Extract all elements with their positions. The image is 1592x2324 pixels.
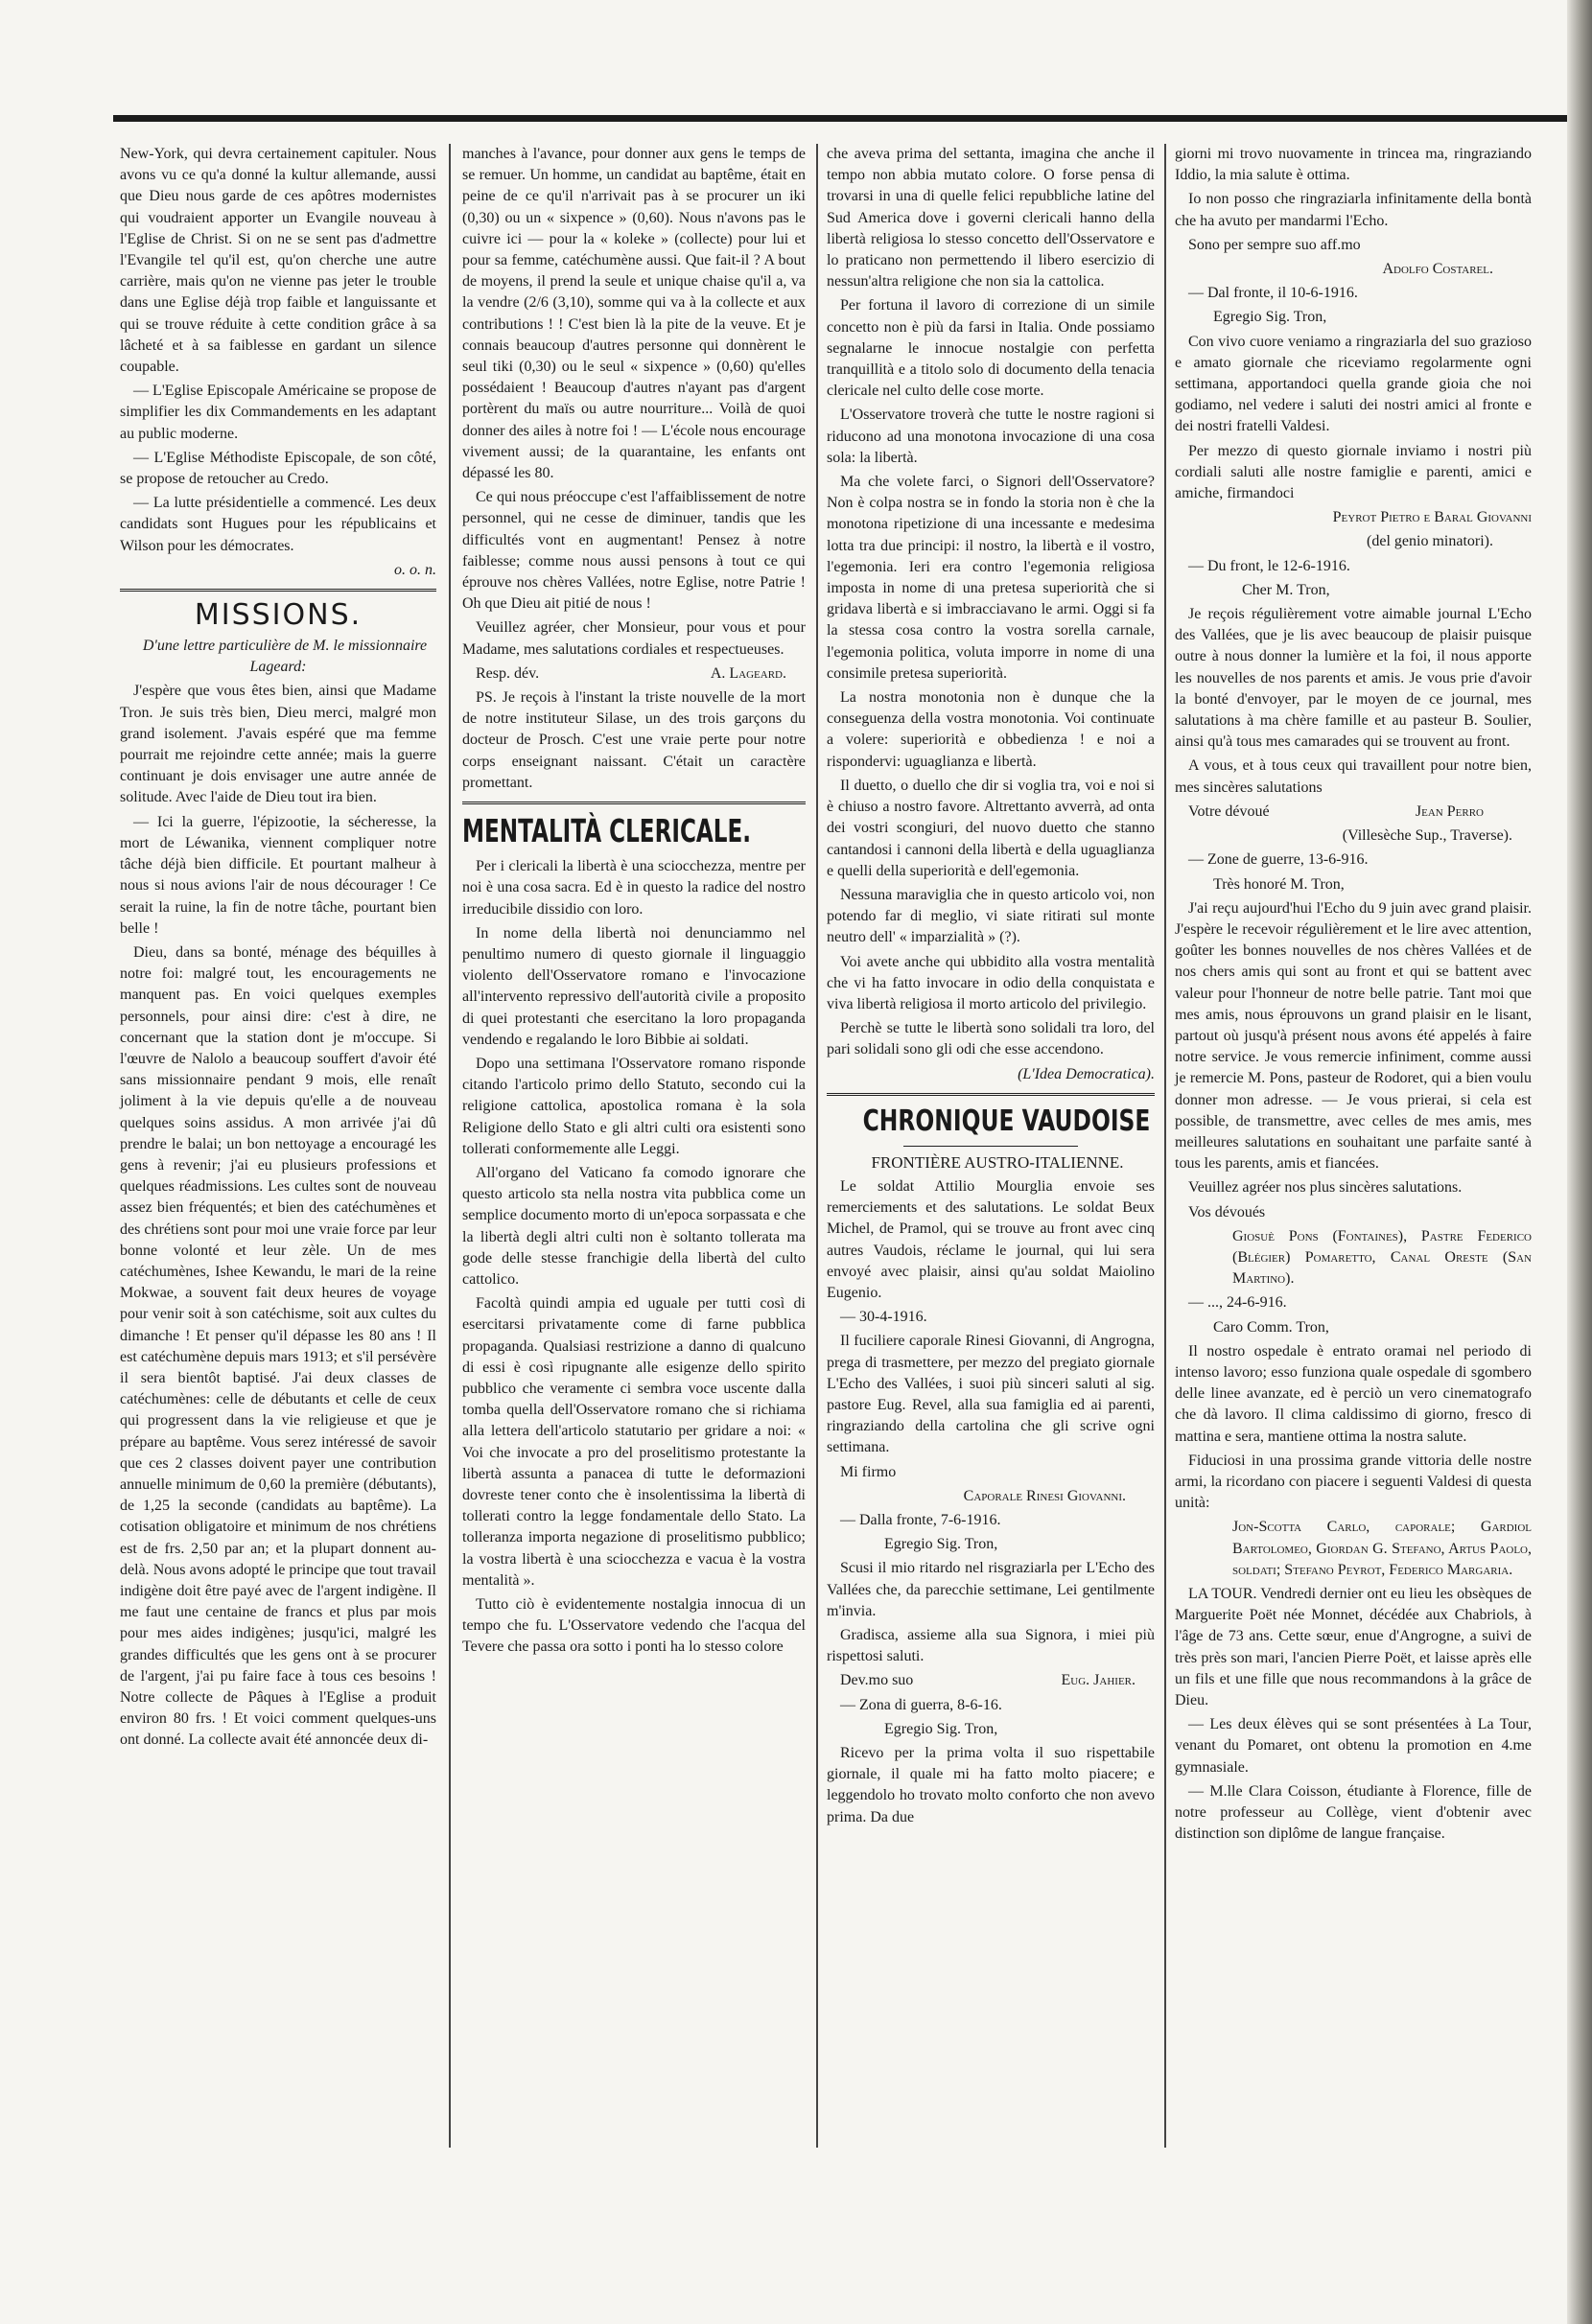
signature-name: A. Lageard. <box>710 664 786 682</box>
paragraph: Ricevo per la prima volta il suo rispettabile giornale, il quale mi ha fatto molto piacere; e leggendolo ho trovato molto conforto che non avevo prima. Da due <box>827 1745 1155 1825</box>
postscript: PS. Je reçois à l'instant la triste nouvelle de la mort de notre instituteur Silase, un des trois garçons du docteur de Prosch. C'est une vraie perte pour notre corps enseignant naissant. C'était un caractère promettant. <box>462 689 806 791</box>
paragraph: Per i clericali la libertà è una sciocchezza, mentre per noi è una cosa sacra. Ed è in questo la radice del nostro irreducibile dissidio con loro. <box>462 858 806 918</box>
paragraph: — L'Eglise Episcopale Américaine se propose de simplifier les dix Commandements en les adaptant au public moderne. <box>120 383 436 442</box>
column-3 <box>827 144 1155 1831</box>
paragraph: Nessuna maraviglia che in questo articolo voi, non potendo far di meglio, vi siate ritirati sul monte neutro dell' « imparzialità » (?). <box>827 886 1155 946</box>
paragraph: Le soldat Attilio Mourglia envoie ses remerciements et des salutations. Le soldat Beux Michel, de Pramol, qui se trouve au front avec cinq autres Vaudois, réclame le journal, qui lui sera envoyé avec plaisir, ainsi qu'au soldat Maiolino Eugenio. <box>827 1177 1155 1301</box>
letter-greeting: Egregio Sig. Tron, <box>884 1720 998 1737</box>
paragraph: Dopo una settimana l'Osservatore romano risponde citando l'articolo primo dello Statuto, secondo cui la religione cattolica, apostolica romana è la sola Religione dello Stato e gli altri culti ora esistenti sono tollerati conformemente alle Leggi. <box>462 1055 806 1157</box>
letter-signature <box>1175 802 1532 823</box>
signature-name: Eug. Jahier. <box>1061 1672 1135 1689</box>
letter-greeting: Cher M. Tron, <box>1242 581 1330 598</box>
paragraph: — Ici la guerre, l'épizootie, la sécheresse, la mort de Léwanika, viennent compliquer notre tâche déjà bien difficile. Et pourtant malheur à nous si nous avions l'air de nous décourager ! Ce serait la ruine, la fin de notre tâche, pourtant bien belle ! <box>120 813 436 937</box>
paragraph: All'organo del Vaticano fa comodo ignorare che questo articolo sta nella nostra vita pubblica come un semplice documento morto di un'epoca sorpassata e che la libertà degli altri culti non è soltanto tollerata ma gode delle stesse franchigie della libertà del culto cattolico. <box>462 1164 806 1288</box>
letter-greeting: Très honoré M. Tron, <box>1213 875 1345 893</box>
letter-close: Vos dévoués <box>1188 1203 1266 1220</box>
missions-heading: MISSIONS. <box>194 598 363 633</box>
paragraph: — La lutte présidentielle a commencé. Les deux candidats sont Hugues pour les républicains et Wilson pour les démocrates. <box>120 495 436 554</box>
paragraph: Tutto ciò è evidentemente nostalgia innocua di un tempo che fu. L'Osservatore vedendo che l'acqua del Tevere che passa ora sotto i ponti ha lo stesso colore <box>462 1596 806 1656</box>
paragraph: Il nostro ospedale è entrato oramai nel periodo di intenso lavoro; esso funziona quale ospedale di sgombero delle linee avanzate, ed è perciò un vero cinematografo che dà lavoro. Il clima caldissimo di giorno, fresco di mattina e sera, mantiene ottima la nostra salute. <box>1175 1342 1532 1445</box>
top-rule <box>113 115 1571 122</box>
paragraph: Dieu, dans sa bonté, ménage des béquilles à notre foi: malgré tout, les encouragements ne manquent pas. En voici quelques exemples personnels, pour ainsi dire: c'est à dire, ne concernant que la station dont je m'occupe. Si l'œuvre de Nalolo a beaucoup souffert d'avoir été sans missionnaire pendant 9 mois, elle renaît joliment à la vie depuis qu'elle a de nouveau quelques soins assidus. A mon arrivée j'ai dû prendre le balai; un bon nettoyage a encouragé les gens à revenir; j'ai eu plusieurs professions et quelques réadmissions. Les cultes sont de nouveau assez bien fréquentés; et bien des catéchumènes et des chrétiens sont pour moi une vraie force par leur bonne volonté et leur zèle. Un de mes catéchumènes, Ishee Kewandu, le mari de la reine Mokwae, a souvent fait deux heures de voyage pour venir soit à son catéchisme, soit aux cultes du dimanche ! Et penser qu'il dépasse les 80 ans ! Il est catéchumène depuis mars 1913; et s'il persévère il sera bientôt baptisé. J'ai deux classes de catéchumènes: celle de débutants et celle de ceux qui progressent dans la vie religieuse et que je prépare au baptême. Vous serez intéressé de savoir que ces 2 classes doivent payer une contribution annuelle minimum de 0,60 la première (débutants), de 1,25 la seconde (candidats au baptême). La cotisation obligatoire et minimum de nos chrétiens est de frs. 2,50 par an; et la plupart donnent au-delà. Nous avons adopté le principe que tout travail indigène doit être payé avec de l'argent indigène. Il me faut une centaine de francs et plus par mois pour mes aides indigènes; jusqu'ici, malgré les grandes difficultés que les gens ont à se procurer de l'argent, j'ai pu faire face à tous ces besoins ! Notre collecte de Pâques à l'Eglise a produit environ 80 frs. ! Et voici comment quelques-uns ont donné. La collecte avait été annoncée deux di- <box>120 943 436 1749</box>
heading-underline <box>903 1146 1078 1147</box>
column-1 <box>120 144 436 1755</box>
paragraph: — L'Eglise Méthodiste Episcopale, de son côté, se propose de retoucher au Credo. <box>120 449 436 488</box>
letter-date: — Zone de guerre, 13-6-916. <box>1188 851 1369 869</box>
paragraph: A vous, et à tous ceux qui travaillent pour notre bien, mes sincères salutations <box>1175 757 1532 796</box>
signature-prefix: Resp. dév. <box>476 664 540 682</box>
signature-prefix: Dev.mo suo <box>840 1672 914 1689</box>
column-divider-3 <box>1164 144 1166 2148</box>
signature-name: Jean Perro <box>1415 802 1484 820</box>
paragraph: La nostra monotonia non è dunque che la conseguenza della vostra monotonia. Voi continuate a volere: superiorità e obbedienza ! e noi a rispondervi: uguaglianza e libertà. <box>827 689 1155 770</box>
letter-date: — Du front, le 12-6-1916. <box>1188 557 1350 574</box>
paragraph: — M.lle Clara Coisson, étudiante à Florence, fille de notre professeur au Collège, vient d'obtenir avec distinction son diplôme de langue française. <box>1175 1782 1532 1843</box>
section-divider <box>827 1093 1155 1096</box>
page-edge-shadow <box>1567 0 1592 2324</box>
letter-signers: Giosuè Pons (Fontaines), Pastre Federico (Blégier) Pomaretto, Canal Oreste (San Martino). <box>1232 1227 1532 1288</box>
letter-signature-note: (del genio minatori). <box>1367 533 1493 550</box>
paragraph: Voi avete anche qui ubbidito alla vostra mentalità che vi ha fatto invocare in odio della conquistata e viva libertà religiosa il morto articolo del privilegio. <box>827 953 1155 1012</box>
letter-signature <box>827 1670 1155 1691</box>
letter-date: — Zona di guerra, 8-6-16. <box>840 1696 1002 1713</box>
paragraph: Sono per sempre suo aff.mo <box>1188 236 1361 253</box>
paragraph: Perchè se tutte le libertà sono solidali tra loro, del pari solidali sono gli odi che esse accendono. <box>827 1020 1155 1058</box>
paragraph: Ce qui nous préoccupe c'est l'affaiblissement de notre personnel, qui ne cesse de diminuer, tandis que les difficultés vont en augmentant! Pensez à notre faiblesse; comme nous aussi pensons à tout ce qui éprouve nos chères Vallées, notre Eglise, notre Patrie ! Oh que Dieu ait pitié de nous ! <box>462 489 806 613</box>
article-source: (L'Idea Democratica). <box>1018 1065 1155 1082</box>
paragraph: Ma che volete farci, o Signori dell'Osservatore? Non è colpa nostra se in fondo la storia non è che la monotona ripetizione di una incessante e medesima lotta tra due principi: il nostro, la libertà e il vostro, l'egemonia. Ieri era contro l'egemonia religiosa imposta in nome di una pretesa superiorità che si gridava libertà e si imbracciavano le armi. Oggi si fa la stessa cosa contro la vostra sorella carnale, l'egemonia politica, voluta imporre in nome di una consimile pretesa superiorità. <box>827 474 1155 682</box>
paragraph: L'Osservatore troverà che tutte le nostre ragioni si riducono ad una monotona invocazione di una cosa sola: la libertà. <box>827 407 1155 466</box>
letter-date: — Dal fronte, il 10-6-1916. <box>1188 285 1358 302</box>
paragraph: Il fuciliere caporale Rinesi Giovanni, di Angrogna, prega di trasmettere, per mezzo del pregiato giornale L'Echo des Vallées, i suoi più sinceri saluti al sig. pastore Eug. Revel, alla sua famiglia ed ai parenti, ringraziando della cartolina che gli scrive ogni settimana. <box>827 1333 1155 1456</box>
column-2 <box>462 144 806 1662</box>
chronique-heading: CHRONIQUE VAUDOISE <box>862 1104 1151 1138</box>
missions-signature <box>462 663 806 685</box>
paragraph: J'espère que vous êtes bien, ainsi que Madame Tron. Je suis très bien, Dieu merci, malgré mon grand isolement. J'avais espéré que ma femme pourrait me rejoindre cette année; mais la guerre continuant je dois envisager une autre année de solitude. Avec l'aide de Dieu tout ira bien. <box>120 683 436 806</box>
paragraph: giorni mi trovo nuovamente in trincea ma, ringraziando Iddio, la mia salute è ottima. <box>1175 146 1532 184</box>
paragraph: Il duetto, o duello che dir si voglia tra, voi e noi si è chiuso a nostro favore. Altrettanto avverrà, ad onta dei vostri scongiuri, del nuovo duetto che stanno cantandosi i cannoni della libertà e della uguaglianza e quelli della superiorità e dell'egemonia. <box>827 777 1155 879</box>
paragraph: Scusi il mio ritardo nel risgraziarla per L'Echo des Vallées che, da parecchie settimane, Lei gentilmente m'invia. <box>827 1560 1155 1619</box>
mentalita-heading: MENTALITÀ CLERICALE. <box>462 812 752 850</box>
paragraph: manches à l'avance, pour donner aux gens le temps de se remuer. Un homme, un candidat au baptême, était en peine de ce qu'il n'arrivait pas à se procurer un iki (0,30) ou un « sixpence » (0,60). Nous n'avons pas le cuivre ici — pour la « koleke » (collecte) pour lui et pour sa femme, catéchumène aussi. Que fait-il ? A bout de moyens, il prend la seule et unique chaise qu'il a, va la vendre (2/6 (3,10), somme qui va à la collecte et aux contributions ! ! C'est bien là la pite de la veuve. Et je connais beaucoup d'autres personne qui donnèrent le seul tiki (0,30) ou le seul « sixpence » (0,60) qu'elles possédaient ! Beaucoup d'autres n'ayant pas d'argent portèrent du maïs ou autre nourriture... Voilà de quoi donner des ailes à notre foi ! — L'école nous encourage vivement aussi; de la quarantaine, les enfants ont dépassé les 80. <box>462 146 806 482</box>
letter-signature-note: (Villesèche Sup., Traverse). <box>1342 827 1512 845</box>
section-divider <box>462 802 806 804</box>
paragraph: Io non posso che ringraziarla infinitamente della bontà che ha avuto per mandarmi l'Echo. <box>1175 191 1532 229</box>
intro-paragraphs <box>120 144 436 557</box>
paragraph: Per mezzo di questo giornale inviamo i nostri più cordiali saluti alle nostre famiglie e parenti, amici e amiche, firmandoci <box>1175 442 1532 502</box>
letter-date: — 30-4-1916. <box>840 1309 927 1326</box>
letter-greeting: Egregio Sig. Tron, <box>884 1536 998 1553</box>
paragraph: — Les deux élèves qui se sont présentées à La Tour, venant du Pomaret, ont obtenu la promotion en 4.me gymnasiale. <box>1175 1716 1532 1776</box>
letter-greeting: Caro Comm. Tron, <box>1213 1318 1329 1336</box>
letter-signature: Adolfo Costarel. <box>1382 261 1493 278</box>
letter-greeting: Egregio Sig. Tron, <box>1213 309 1327 326</box>
paragraph: J'ai reçu aujourd'hui l'Echo du 9 juin avec grand plaisir. J'espère le recevoir régulièrement et le lire avec attention, goûter les bonnes nouvelles de nos chères Vallées et de nos chers amis qui sont au front et qui se battent avec valeur pour l'honneur de notre belle patrie. Tant moi que mes amis, nous éprouvons un grand plaisir en le lisant, partout où jusqu'à présent nous avons été appelés à faire notre service. Je vous remercie infiniment, comme aussi je remercie M. Pons, pasteur de Rodoret, qui a bien voulu donner mon adresse. — Je vous prierai, si cela est possible, de transmettre, avec celles de mes amis, mes meilleures salutations en souhaitant une parfaite santé à tous les parents, amis et fiancées. <box>1175 899 1532 1173</box>
chronique-subtitle: FRONTIÈRE AUSTRO-ITALIENNE. <box>871 1152 1124 1172</box>
paragraph: Con vivo cuore veniamo a ringraziarla del suo grazioso e amato giornale che riceviamo regolarmente ogni settimana, apportandoci quella grande gioia che noi godiamo, nel vedere i saluti dei nostri amici al fronte e dei nostri fratelli Valdesi. <box>1175 333 1532 435</box>
letter-close: Mi firmo <box>840 1463 897 1480</box>
paragraph: che aveva prima del settanta, imagina che anche il tempo non abbia mutato colore. O forse pensa di trovarsi in una di quelle felici repubbliche latine del Sud America dove i governi clericali hanno della libertà religiosa lo stesso concetto dell'Osservatore e lo praticano non permettendo il libero esercizio di nessun'altra religione che non sia la cattolica. <box>827 146 1155 290</box>
intro-signature: o. o. n. <box>394 561 436 578</box>
paragraph: Gradisca, assieme alla sua Signora, i miei più rispettosi saluti. <box>827 1627 1155 1665</box>
paragraph: LA TOUR. Vendredi dernier ont eu lieu les obsèques de Marguerite Poët née Monnet, décédée aux Chabriols, à l'âge de 73 ans. Cette sœur, enue d'Angrogne, a suivi de très près son mari, l'ancien Pierre Poët, et laisse après elle un fils et une fille que nous recommandons à la grâce de Dieu. <box>1175 1586 1532 1709</box>
letter-signers: Jon-Scotta Carlo, caporale; Gardiol Bartolomeo, Giordan G. Stefano, Artus Paolo, soldati; Stefano Peyrot, Federico Margaria. <box>1232 1519 1532 1578</box>
letter-signature: Caporale Rinesi Giovanni. <box>963 1487 1126 1504</box>
letter-signature: Peyrot Pietro e Baral Giovanni <box>1332 509 1532 526</box>
letter-date: — Dalla fronte, 7-6-1916. <box>840 1511 1001 1528</box>
column-divider-2 <box>816 144 818 2148</box>
paragraph: Je reçois régulièrement votre aimable journal L'Echo des Vallées, que je lis avec beaucoup de plaisir puisque outre à nous donner la lumière et la foi, il nous apporte les nouvelles de nos parents et amis. Je vous prie d'avoir la bonté d'envoyer, par le moyen de ce journal, mes salutations à ma chère famille et au pasteur B. Soulier, ainsi qu'à tous mes camarades qui se trouvent au front. <box>1175 606 1532 751</box>
column-divider-1 <box>449 144 451 2148</box>
section-divider <box>120 589 436 592</box>
paragraph: Veuillez agréer, cher Monsieur, pour vous et pour Madame, mes salutations cordiales et respectueuses. <box>462 619 806 658</box>
paragraph: Facoltà quindi ampia ed uguale per tutti così di esercitarsi privatamente come di farne pubblica propaganda. Qualsiasi restrizione a danno di qualcuno di essi è così ripugnante alle esigenze dello spirito pubblico che veramente ci sembra voce uscente dalla tomba quella dell'Osservatore romano che si richiama alla lettera dell'articolo statutario per gridare a noi: « Voi che invocate a pro del proselitismo protestante la libertà assunta a panacea di tutte le deformazioni dovreste tener conto che è insolentissima la libertà di tollerati contro la legge fondamentale dello Stato. La tolleranza importa negazione di proselitismo pubblico; la vostra libertà è una sciocchezza e vacua è la vostra mentalità ». <box>462 1295 806 1589</box>
paragraph: Veuillez agréer nos plus sincères salutations. <box>1188 1179 1463 1197</box>
paragraph: Fiduciosi in una prossima grande vittoria delle nostre armi, la ricordano con piacere i seguenti Valdesi di questa unità: <box>1175 1452 1532 1512</box>
paragraph: In nome della libertà noi denunciammo nel penultimo numero di questo giornale il linguaggio violento dell'Osservatore romano e l'invocazione all'intervento repressivo dell'autorità civile a proposito di quei protestanti che esercitano la loro propaganda vendendo e regalando le loro Bibbie ai soldati. <box>462 924 806 1048</box>
paragraph: New-York, qui devra certainement capituler. Nous avons vu ce qu'a donné la kultur allemande, aussi que Dieu nous garde de ces apôtres modernistes qui voudraient apporter un Evangile nouveau à l'Eglise de Christ. Si on ne se sent pas d'admettre l'Evangile tel qu'il est, qu'on cherche une autre carrière, mais qu'on ne vienne pas jeter le trouble dans une Eglise déjà trop faible et languissante et qui se trouve réduite à cette condition grâce à sa lâcheté et à sa faiblesse en gardant un silence coupable. <box>120 146 436 376</box>
paragraph: Per fortuna il lavoro di correzione di un simile concetto non è più da farsi in Italia. Onde possiamo segnalarne le innocue nostalgie con perfetta tranquillità e a titolo solo di documento della tenacia clericale nel culto delle cose morte. <box>827 297 1155 400</box>
missions-intro: D'une lettre particulière de M. le missionnaire Lageard: <box>142 638 428 676</box>
signature-prefix: Votre dévoué <box>1188 802 1270 820</box>
column-4 <box>1175 144 1532 1848</box>
letter-date: — ..., 24-6-916. <box>1188 1294 1287 1312</box>
